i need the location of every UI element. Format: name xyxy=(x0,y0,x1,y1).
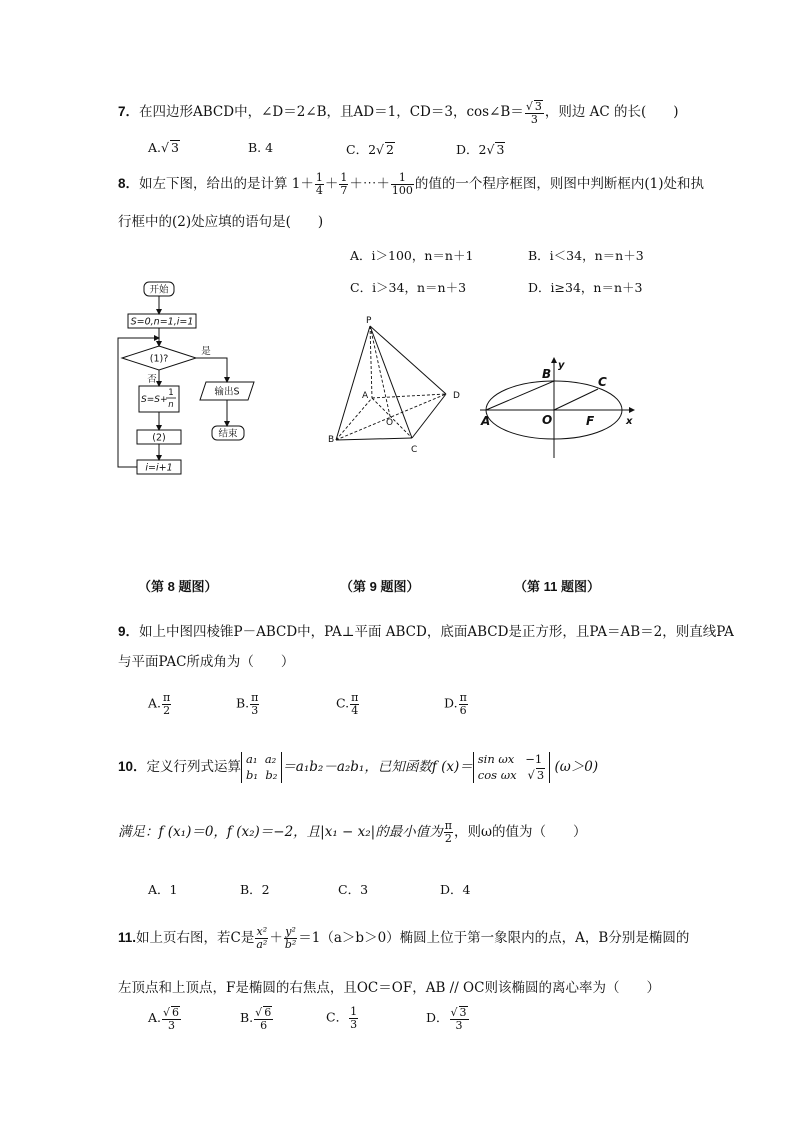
ellipse-label-b: B xyxy=(542,367,552,381)
q11-option-b[interactable]: B. $\frac{√ 6}{6}$ xyxy=(240,1006,272,1032)
pyramid-vertex-d: D xyxy=(453,391,460,401)
flow-assign-den: n xyxy=(168,400,174,410)
fraction: $\frac{1}{4}$ xyxy=(315,171,323,197)
pyramid-figure xyxy=(322,312,472,462)
question-number: 9． xyxy=(118,624,140,639)
flow-incr-label: i=i+1 xyxy=(145,462,173,474)
flow-cond-label: (1)? xyxy=(149,353,169,365)
caption-fig9: （第 9 题图） xyxy=(340,579,420,594)
question-9-line2: 与平面PAC所成角为（ ） xyxy=(118,654,295,670)
flow-yes-label: 是 xyxy=(201,346,211,357)
ellipse-label-a: A xyxy=(481,414,491,428)
q9-option-a[interactable]: A. $\frac{\pi}{2}$ xyxy=(148,691,171,717)
fraction: $\frac{1}{7}$ xyxy=(340,171,348,197)
flow-step2-label: (2) xyxy=(152,432,166,444)
pyramid-vertex-b: B xyxy=(328,435,335,445)
question-10: 10．定义行列式运算a₁ a₂ b₁ b₂ ＝a₁b₂－a₂b₁，已知函数f (x)＝sin ωx −1 cos ωx √ 3 (ω＞0) xyxy=(118,752,599,782)
question-stem: 在四边形ABCD中，∠D＝2∠B，且AD＝1，CD＝3，cos∠B＝ xyxy=(139,104,524,121)
pyramid-vertex-p: P xyxy=(366,316,372,326)
q10-option-c[interactable]: C．3 xyxy=(338,882,369,897)
fraction: $\frac{1}{100}$ xyxy=(391,171,413,197)
question-7 xyxy=(118,100,679,125)
question-stem: ，则边 AC 的长( ) xyxy=(544,104,679,121)
q11-option-d[interactable]: D． $\frac{√ 3}{3}$ xyxy=(426,1006,467,1032)
question-number: 7． xyxy=(118,104,140,120)
ellipse-figure xyxy=(476,354,646,466)
q8-option-d[interactable]: D．i≥34，n＝n＋3 xyxy=(528,280,643,295)
ellipse-label-y: y xyxy=(558,360,565,371)
flow-output-label: 输出S xyxy=(214,386,240,398)
flow-assign-label: S=S+ xyxy=(141,395,168,405)
q11-option-c[interactable]: C． $\frac{1}{3}$ xyxy=(326,1005,358,1031)
ellipse-label-x: x xyxy=(626,416,633,427)
question-9 xyxy=(118,620,734,640)
q7-option-a[interactable]: A.√ 3 xyxy=(148,140,179,155)
question-number: 10． xyxy=(118,759,147,775)
determinant-generic: a₁ a₂ b₁ b₂ xyxy=(241,752,282,783)
flow-no-label: 否 xyxy=(147,374,157,385)
pyramid-vertex-c: C xyxy=(411,445,418,455)
ellipse-label-o: O xyxy=(542,413,553,427)
question-number: 8． xyxy=(118,176,140,191)
ellipse-label-f: F xyxy=(586,414,595,428)
flow-assign-num: 1 xyxy=(168,388,174,398)
flow-start-label: 开始 xyxy=(149,284,169,296)
q10-option-b[interactable]: B．2 xyxy=(240,882,270,897)
segment-ab xyxy=(486,381,554,410)
q8-option-c[interactable]: C．i＞34，n＝n＋3 xyxy=(350,280,467,295)
question-number: 11. xyxy=(118,930,137,945)
flowchart-figure xyxy=(108,278,268,483)
q10-option-d[interactable]: D．4 xyxy=(440,882,471,897)
q10-option-a[interactable]: A．1 xyxy=(148,882,178,897)
q9-option-b[interactable]: B. $\frac{\pi}{3}$ xyxy=(236,691,259,717)
flow-end-label: 结束 xyxy=(218,428,238,440)
q7-option-d[interactable]: D．2√ 3 xyxy=(456,142,505,157)
ellipse-label-c: C xyxy=(598,375,607,389)
question-8-line2: 行框中的(2)处应填的语句是( ) xyxy=(118,214,324,230)
determinant-function: sin ωx −1 cos ωx √ 3 xyxy=(473,752,550,783)
q7-option-c[interactable]: C．2√ 2 xyxy=(346,142,394,157)
q8-option-b[interactable]: B．i＜34，n＝n＋3 xyxy=(528,248,644,263)
question-11-line2: 左顶点和上顶点，F是椭圆的右焦点，且OC＝OF，AB // OC则该椭圆的离心率为（ ） xyxy=(118,980,660,996)
q11-option-a[interactable]: A. $\frac{√ 6}{3}$ xyxy=(148,1006,180,1032)
q7-option-b[interactable]: B. 4 xyxy=(248,140,274,155)
question-stem: 如上中图四棱锥P－ABCD中，PA⊥平面 ABCD，底面ABCD是正方形，且PA＝AB＝2，则直线PA xyxy=(139,624,734,640)
pyramid-center-o: O xyxy=(386,418,394,428)
fraction: $\frac{√ 3}{3}$ xyxy=(525,100,542,126)
q9-option-c[interactable]: C. $\frac{\pi}{4}$ xyxy=(336,691,359,717)
question-10-line2: 满足：f (x₁)＝0，f (x₂)＝−2，且|x₁ − x₂|的最小值为 $\frac{\pi}{2}$ ，则ω的值为（ ） xyxy=(118,819,587,845)
flow-init-label: S=0,n=1,i=1 xyxy=(130,316,194,328)
pyramid-vertex-a: A xyxy=(362,391,369,401)
segment-oc xyxy=(554,389,598,410)
question-11: 11.如上页右图，若C是 $\frac{\text{x²}}{\text{a²}}$ ＋ $\frac{\text{y²}}{\text{b²}}$ ＝1（a＞b＞0）椭圆上位于第一象限内的点，A，B分别是椭圆的 xyxy=(118,925,690,951)
caption-fig8: （第 8 题图） xyxy=(138,579,218,594)
question-8: 8．如左下图，给出的是计算 1＋ $\frac{1}{4}$ ＋ $\frac{1}{7}$ ＋⋯＋ $\frac{1}{100}$ 的值的一个程序框图，则图中判断框内(1)处和执 xyxy=(118,171,705,197)
q9-option-d[interactable]: D. $\frac{\pi}{6}$ xyxy=(444,691,467,717)
q8-option-a[interactable]: A．i＞100，n＝n＋1 xyxy=(350,248,474,263)
caption-fig11: （第 11 题图） xyxy=(514,579,600,594)
